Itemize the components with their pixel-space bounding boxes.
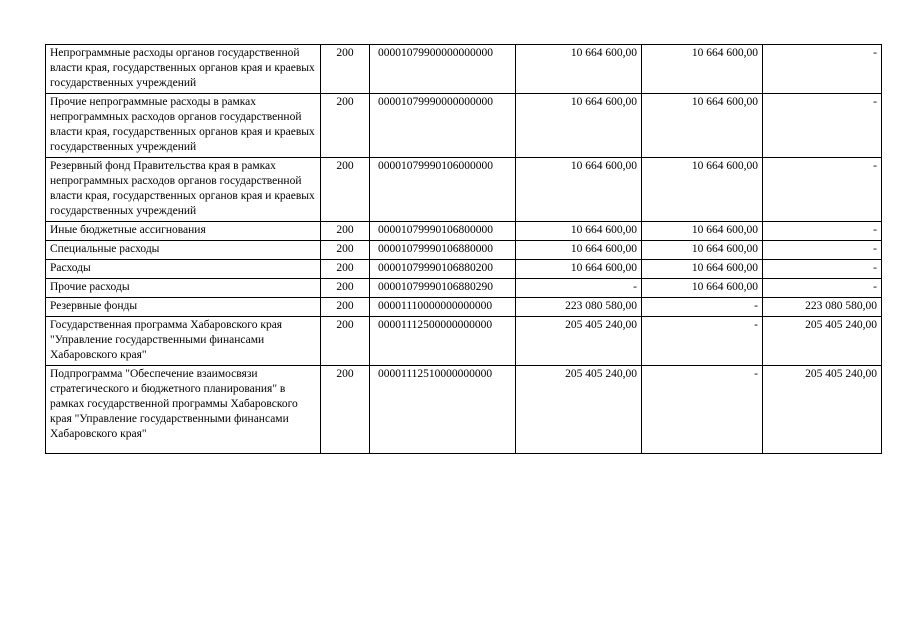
row-name-cell: Прочие непрограммные расходы в рамках непрограммных расходов органов государственной власти края, государственных органов края и краевых государственных учреждений [46,94,321,158]
row-executed-amount-cell: 10 664 600,00 [642,260,763,279]
table-row [46,94,882,158]
row-executed-amount-cell: - [642,317,763,366]
table-body [46,45,882,454]
row-remainder-amount-cell: - [763,279,882,298]
row-name-cell: Расходы [46,260,321,279]
row-approved-amount-cell: 10 664 600,00 [516,260,642,279]
row-name-cell: Специальные расходы [46,241,321,260]
row-executed-amount-cell: 10 664 600,00 [642,222,763,241]
row-executed-amount-cell: 10 664 600,00 [642,158,763,222]
row-approved-amount-cell: 205 405 240,00 [516,317,642,366]
row-line-code-cell: 200 [321,94,370,158]
row-line-code-cell: 200 [321,45,370,94]
row-line-code-cell: 200 [321,279,370,298]
row-line-code-cell: 200 [321,222,370,241]
table-row [46,158,882,222]
row-remainder-amount-cell: - [763,241,882,260]
row-approved-amount-cell: 10 664 600,00 [516,241,642,260]
row-classification-code-cell: 00001079990106880290 [370,279,516,298]
table-row [46,279,882,298]
table-row [46,260,882,279]
row-remainder-amount-cell: - [763,260,882,279]
row-remainder-amount-cell: - [763,222,882,241]
table-row [46,222,882,241]
row-executed-amount-cell: 10 664 600,00 [642,279,763,298]
row-name-cell: Подпрограмма "Обеспечение взаимосвязи стратегического и бюджетного планирования" в рамках государственной программы Хабаровского края "Управление государственными финансами Хабаровского края" [46,366,321,454]
row-classification-code-cell: 00001079990106880000 [370,241,516,260]
row-executed-amount-cell: 10 664 600,00 [642,241,763,260]
row-remainder-amount-cell: - [763,94,882,158]
row-line-code-cell: 200 [321,317,370,366]
row-line-code-cell: 200 [321,366,370,454]
row-line-code-cell: 200 [321,298,370,317]
row-classification-code-cell: 00001079900000000000 [370,45,516,94]
row-classification-code-cell: 00001110000000000000 [370,298,516,317]
table-row [46,45,882,94]
row-remainder-amount-cell: - [763,45,882,94]
table-row [46,317,882,366]
row-remainder-amount-cell: 205 405 240,00 [763,366,882,454]
row-classification-code-cell: 00001112500000000000 [370,317,516,366]
row-name-cell: Иные бюджетные ассигнования [46,222,321,241]
row-approved-amount-cell: 10 664 600,00 [516,94,642,158]
budget-execution-table [45,44,882,454]
row-remainder-amount-cell: - [763,158,882,222]
row-approved-amount-cell: 10 664 600,00 [516,158,642,222]
row-approved-amount-cell: - [516,279,642,298]
row-approved-amount-cell: 10 664 600,00 [516,222,642,241]
row-executed-amount-cell: 10 664 600,00 [642,45,763,94]
row-remainder-amount-cell: 205 405 240,00 [763,317,882,366]
row-approved-amount-cell: 205 405 240,00 [516,366,642,454]
table-row [46,298,882,317]
row-approved-amount-cell: 223 080 580,00 [516,298,642,317]
row-remainder-amount-cell: 223 080 580,00 [763,298,882,317]
row-classification-code-cell: 00001079990106880200 [370,260,516,279]
row-name-cell: Резервный фонд Правительства края в рамках непрограммных расходов органов государственной власти края, государственных органов края и краевых государственных учреждений [46,158,321,222]
table-row [46,366,882,454]
row-line-code-cell: 200 [321,241,370,260]
row-name-cell: Государственная программа Хабаровского края "Управление государственными финансами Хабаровского края" [46,317,321,366]
row-name-cell: Прочие расходы [46,279,321,298]
row-approved-amount-cell: 10 664 600,00 [516,45,642,94]
row-classification-code-cell: 00001079990106800000 [370,222,516,241]
row-executed-amount-cell: - [642,366,763,454]
row-name-cell: Непрограммные расходы органов государственной власти края, государственных органов края и краевых государственных учреждений [46,45,321,94]
table-row [46,241,882,260]
row-classification-code-cell: 00001112510000000000 [370,366,516,454]
row-classification-code-cell: 00001079990000000000 [370,94,516,158]
row-name-cell: Резервные фонды [46,298,321,317]
row-classification-code-cell: 00001079990106000000 [370,158,516,222]
row-executed-amount-cell: - [642,298,763,317]
row-executed-amount-cell: 10 664 600,00 [642,94,763,158]
row-line-code-cell: 200 [321,158,370,222]
row-line-code-cell: 200 [321,260,370,279]
